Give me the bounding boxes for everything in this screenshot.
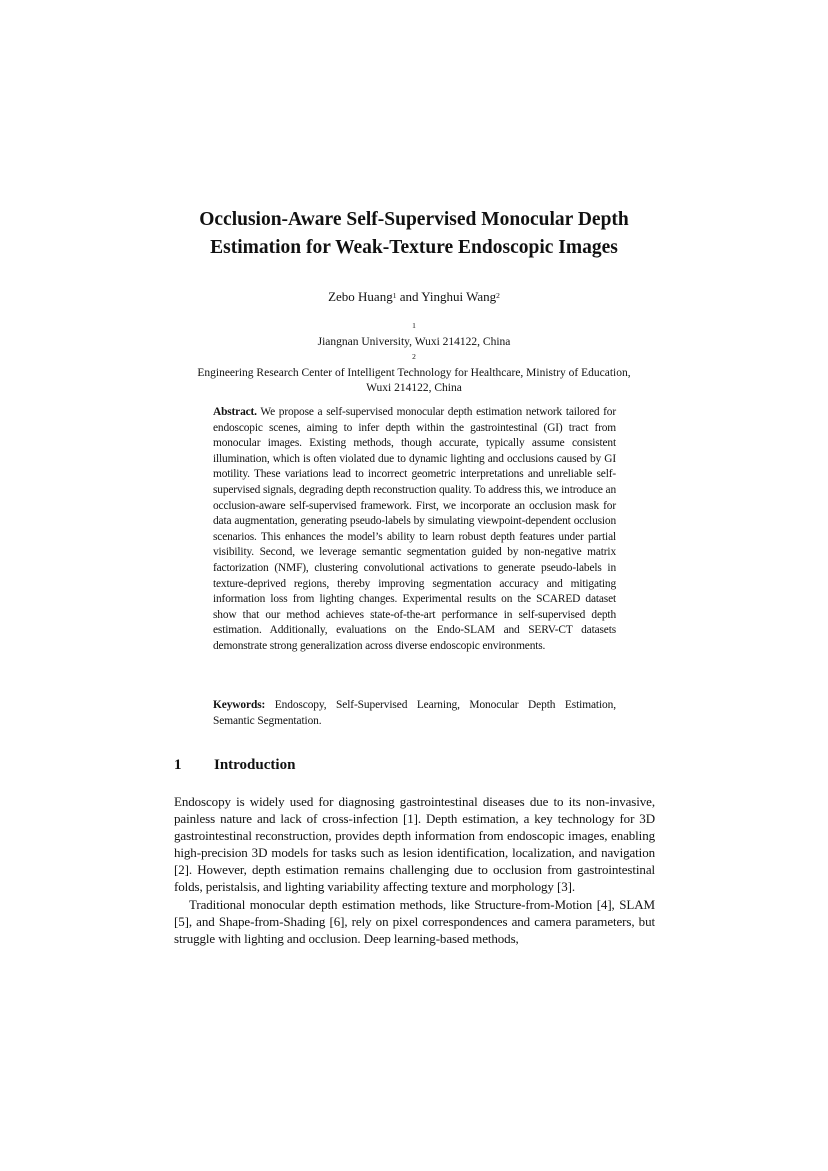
affiliation-1-mark: 1 xyxy=(412,321,416,330)
affiliation-1 xyxy=(160,319,668,350)
introduction-body xyxy=(174,793,655,947)
keywords-label: Keywords: xyxy=(213,699,266,711)
affiliation-2-mark: 2 xyxy=(412,352,416,361)
abstract-text: We propose a self-supervised monocular depth estimation network tailored for endoscopic scenes, aiming to infer depth within the gastrointestinal (GI) tract from monocular images. Existing methods, though accurate, typically assume consistent illumination, which is often violated due to dynamic lighting and occlusions caused by GI motility. These variations lead to incorrect geometric interpretations and unreliable self-supervised signals, degrading depth reconstruction quality. To address this, we introduce an occlusion-aware self-supervised framework. First, we incorporate an occlusion mask for data augmentation, generating pseudo-labels by simulating viewpoint-dependent occlusion scenarios. This enhances the model’s ability to learn robust depth features under partial visibility. Second, we leverage semantic segmentation guided by non-negative matrix factorization (NMF), clustering convolutional activations to generate pseudo-labels in texture-deprived regions, thereby improving segmentation accuracy and mitigating information loss from lighting changes. Experimental results on the SCARED dataset show that our method achieves state-of-the-art performance in self-supervised depth estimation. Additionally, evaluations on the Endo-SLAM and SERV-CT datasets demonstrate strong generalization across diverse endoscopic environments. xyxy=(213,406,616,652)
affiliation-2 xyxy=(160,350,668,381)
section-title: Introduction xyxy=(214,757,296,773)
affiliation-2-continued: Wuxi 214122, China xyxy=(366,382,462,394)
affiliation-2-text: Engineering Research Center of Intelligent Technology for Healthcare, Ministry of Education, xyxy=(197,366,631,379)
section-number: 1 xyxy=(174,757,182,773)
abstract xyxy=(213,405,616,655)
author-list xyxy=(150,289,678,305)
author-conjunction: and xyxy=(396,289,422,304)
keywords-text: Endoscopy, Self-Supervised Learning, Monocular Depth Estimation, Semantic Segmentation. xyxy=(213,699,616,727)
affiliation-1-text: Jiangnan University, Wuxi 214122, China xyxy=(317,335,511,348)
title-line-2: Estimation for Weak-Texture Endoscopic Images xyxy=(210,237,618,258)
intro-paragraph-2: Traditional monocular depth estimation methods, like Structure-from-Motion [4], SLAM [5], and Shape-from-Shading [6], rely on pixel correspondences and camera parameters, but struggle with lighting and occlusion. Deep learning-based methods, xyxy=(174,896,655,946)
author-1: Zebo Huang xyxy=(328,289,393,304)
abstract-label: Abstract. xyxy=(213,406,257,418)
author-1-affiliation-mark: 1 xyxy=(392,291,397,300)
title-line-1: Occlusion-Aware Self-Supervised Monocular Depth xyxy=(199,209,629,230)
author-2: Yinghui Wang xyxy=(421,289,497,304)
section-heading-introduction xyxy=(174,755,295,775)
intro-paragraph-1: Endoscopy is widely used for diagnosing gastrointestinal diseases due to its non-invasive, painless nature and lack of cross-infection [1]. Depth estimation, a key technology for 3D gastrointestinal reconstruction, provides depth information from endoscopic images, enabling high-precision 3D models for tasks such as lesion identification, localization, and navigation [2]. However, depth estimation remains challenging due to occlusion from gastrointestinal folds, peristalsis, and lighting variability affecting texture and morphology [3]. xyxy=(174,794,655,895)
keywords xyxy=(213,698,616,729)
affiliations xyxy=(160,319,668,397)
paper-title xyxy=(150,206,678,262)
author-2-affiliation-mark: 2 xyxy=(496,291,500,300)
